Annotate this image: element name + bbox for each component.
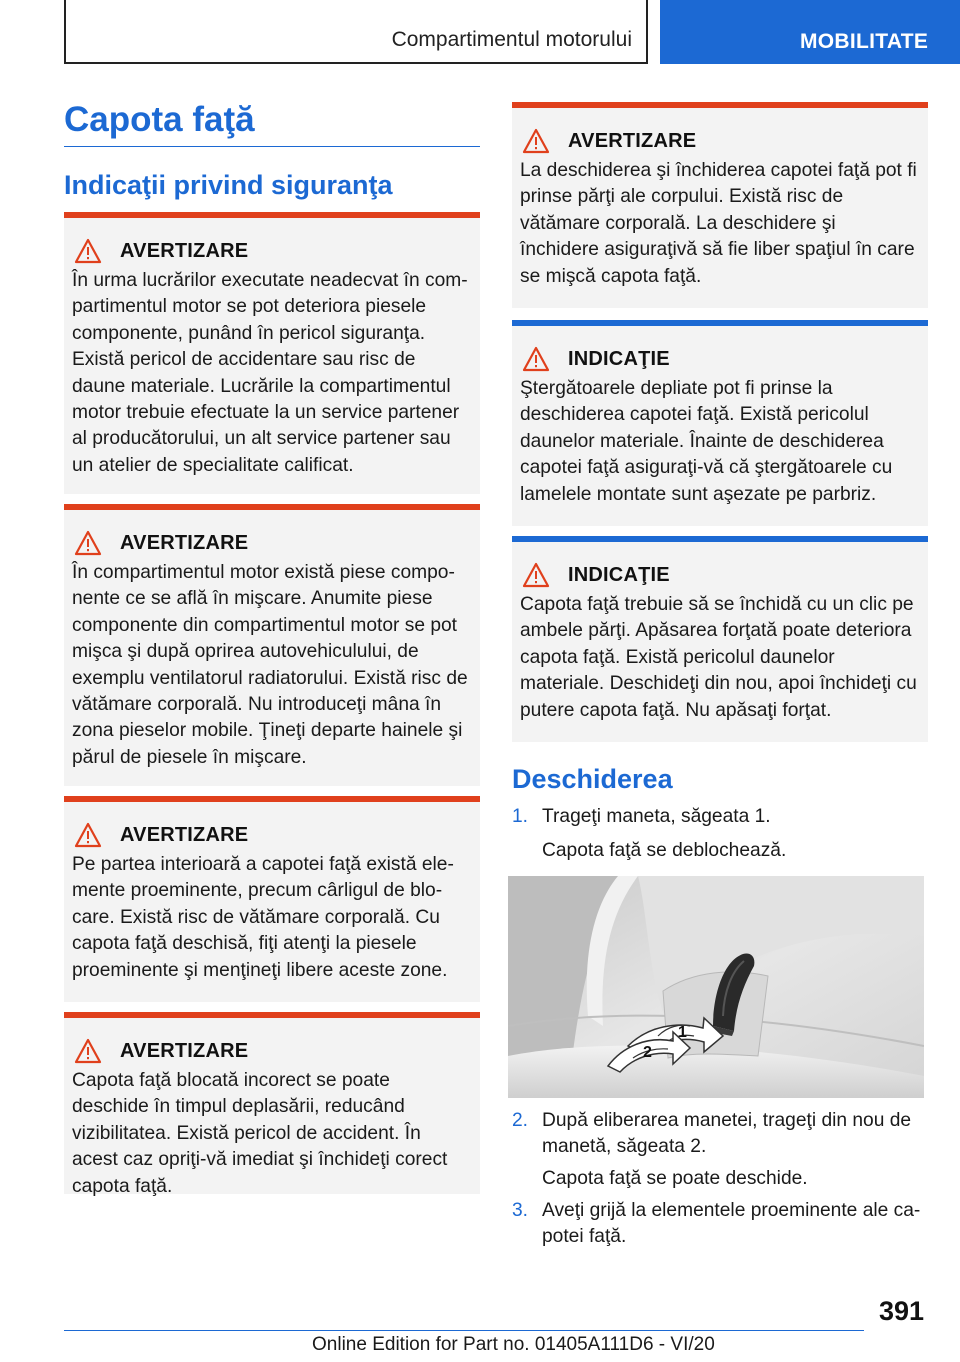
header-section-tab bbox=[64, 0, 648, 64]
note-box bbox=[512, 536, 928, 742]
warning-label: AVERTIZARE bbox=[120, 239, 249, 262]
hood-release-lever-figure bbox=[508, 876, 924, 1098]
note-text: Ştergătoarele depliate pot fi prinse la deschiderea capotei faţă. Există pericolul daunelor materiale. Înainte de deschiderea capotei faţă asiguraţi-vă că ştergătoarele cu lamelele montate sunt aşezate pe parbriz. bbox=[520, 378, 893, 505]
warning-text: La deschiderea şi închiderea capotei faţă pot fi prinse părţi ale corpului. Există risc de vătămare corporală. La deschidere şi închidere asiguraţivă să fie liber spaţiul în care se mişcă capota faţă. bbox=[520, 160, 917, 287]
safety-heading: Indicaţii privind siguranţa bbox=[64, 170, 393, 200]
arrow-1-label: 1 bbox=[678, 1024, 687, 1041]
warning-triangle-icon bbox=[74, 822, 102, 848]
warning-triangle-icon bbox=[74, 530, 102, 556]
note-text: Capota faţă trebuie să se închidă cu un clic pe ambele părţi. Apăsarea forţată poate deteriora capota faţă. Există pericolul daunelor materiale. Deschideţi din nou, apoi închideţi cu putere capota faţă. Nu apăsaţi forţat. bbox=[520, 594, 917, 721]
step-item bbox=[512, 1108, 928, 1164]
warning-text: În compartimentul motor există piese componente ce se află în mişcare. Anumite piese componente din compartimentul motor se pot mişca şi după oprirea autovehiculului, de exemplu ventilatorul radiatorului. Există risc de vătămare corporală. Nu introduceţi mâna în zona pieselor mobile. Ţineţi departe hainele şi părul de piesele în mişcare. bbox=[72, 562, 468, 768]
warning-label: AVERTIZARE bbox=[120, 531, 249, 554]
note-label: INDICAŢIE bbox=[568, 563, 670, 586]
step-text: Aveţi grijă la elementele proeminente ale capotei faţă. bbox=[542, 1200, 921, 1248]
page-title: Capota faţă bbox=[64, 100, 255, 139]
step-item bbox=[512, 1198, 928, 1254]
warning-box bbox=[64, 796, 480, 1002]
header-chapter-tab bbox=[660, 0, 960, 64]
warning-label: AVERTIZARE bbox=[120, 823, 249, 846]
footer-edition: Online Edition for Part no. 01405A111D6 - VI/20 bbox=[312, 1334, 715, 1355]
note-triangle-icon bbox=[522, 346, 550, 372]
step-result: Capota faţă se poate deschide. bbox=[542, 1168, 808, 1189]
title-divider bbox=[64, 146, 480, 147]
opening-heading: Deschiderea bbox=[512, 764, 673, 794]
warning-text: În urma lucrărilor executate neadecvat în compartimentul motor se pot deteriora piesele componente, punând în pericol siguranţa. Există pericol de accidentare sau risc de daune materiale. Lucrările la compartimentul motor trebuie efectuate la un service partener al producătorului, un alt service partener sau un atelier de specialitate calificat. bbox=[72, 270, 468, 476]
warning-text: Capota faţă blocată incorect se poate deschide în timpul deplasării, reducând vizibilitatea. Există pericol de accident. În acest caz opriţi-vă imediat şi închideţi corect capota faţă. bbox=[72, 1070, 448, 1197]
step-result: Capota faţă se deblochează. bbox=[542, 840, 787, 861]
arrow-2-label: 2 bbox=[643, 1044, 652, 1061]
warning-text: Pe partea interioară a capotei faţă există elemente proeminente, precum cârligul de blocare. Există risc de vătămare corporală. Cu capota faţă deschisă, fiţi atenţi la piesele proeminente şi menţineţi libere aceste zone. bbox=[72, 854, 454, 981]
note-box bbox=[512, 320, 928, 526]
warning-box bbox=[64, 504, 480, 786]
warning-triangle-icon bbox=[522, 128, 550, 154]
note-triangle-icon bbox=[522, 562, 550, 588]
warning-box bbox=[512, 102, 928, 308]
step-text: Trageţi maneta, săgeata 1. bbox=[542, 806, 771, 827]
page-number: 391 bbox=[878, 1296, 924, 1326]
footer-divider bbox=[64, 1330, 864, 1331]
warning-box bbox=[64, 212, 480, 494]
step-number: 2. bbox=[512, 1110, 529, 1131]
step-text: După eliberarea manetei, trageţi din nou de manetă, săgeata 2. bbox=[542, 1110, 912, 1158]
header-section-label: Compartimentul motorului bbox=[391, 28, 632, 51]
warning-label: AVERTIZARE bbox=[568, 129, 697, 152]
hood-release-illustration bbox=[508, 876, 924, 1098]
note-label: INDICAŢIE bbox=[568, 347, 670, 370]
step-item bbox=[512, 804, 928, 834]
header-chapter-label: MOBILITATE bbox=[800, 30, 929, 53]
warning-triangle-icon bbox=[74, 238, 102, 264]
step-number: 3. bbox=[512, 1200, 529, 1221]
warning-box bbox=[64, 1012, 480, 1197]
warning-triangle-icon bbox=[74, 1038, 102, 1064]
warning-label: AVERTIZARE bbox=[120, 1039, 249, 1062]
step-number: 1. bbox=[512, 806, 529, 827]
